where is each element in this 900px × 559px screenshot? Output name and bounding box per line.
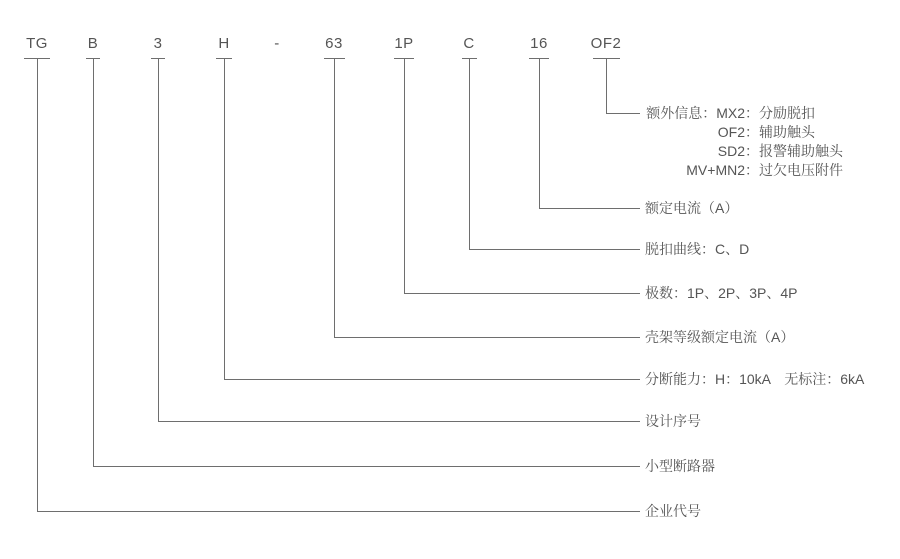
label-mcb: 小型断路器 [645,458,715,474]
extra-info-key: SD2 [717,143,745,159]
code-c: C [463,35,475,52]
extra-info-row [645,104,843,123]
connector-hline-b [93,466,640,467]
label-company-code: 企业代号 [645,503,701,519]
connector-hline-1p [404,293,640,294]
extra-info-desc: 报警辅助触头 [759,143,843,159]
connector-vline-c [469,58,470,250]
label-trip-curve: 脱扣曲线：C、D [645,241,750,257]
connector-vline-1p [404,58,405,294]
code-63: 63 [325,35,343,52]
connector-vline-b [93,58,94,467]
label-breaking-capacity: 分断能力：H：10kA 无标注：6kA [645,371,865,387]
code-of2: OF2 [590,35,622,52]
connector-hline-63 [334,337,640,338]
extra-info-block [645,104,843,180]
label-poles: 极数：1P、2P、3P、4P [645,285,798,301]
code-3: 3 [153,35,163,52]
connector-vline-16 [539,58,540,209]
extra-info-colon: ： [745,124,759,140]
extra-info-colon: ： [745,105,759,121]
extra-info-key: 额外信息：MX2 [646,105,745,121]
connector-hline-tg [37,511,640,512]
extra-info-row [645,123,843,142]
code-1p: 1P [394,35,414,52]
label-frame-rated-current: 壳架等级额定电流（A） [645,329,795,345]
connector-hline-h [224,379,640,380]
extra-info-desc: 分励脱扣 [759,105,815,121]
code-16: 16 [530,35,548,52]
connector-hline-c [469,249,640,250]
extra-info-row [645,142,843,161]
extra-info-desc: 辅助触头 [759,124,815,140]
extra-info-colon: ： [745,162,759,178]
connector-vline-of2 [606,58,607,114]
connector-hline-3 [158,421,640,422]
connector-vline-h [224,58,225,380]
extra-info-colon: ： [745,143,759,159]
extra-info-key: MV+MN2 [686,162,745,178]
code-b: B [87,35,99,52]
connector-vline-tg [37,58,38,512]
connector-vline-63 [334,58,335,338]
connector-hline-16 [539,208,640,209]
code-dash: - [274,35,280,52]
connector-vline-3 [158,58,159,422]
extra-info-desc: 过欠电压附件 [759,162,843,178]
code-tg: TG [26,35,48,52]
extra-info-row [645,161,843,180]
label-design-serial: 设计序号 [645,413,701,429]
connector-hline-of2 [606,113,640,114]
extra-info-key: OF2 [717,124,745,140]
code-h: H [218,35,230,52]
label-rated-current: 额定电流（A） [645,200,739,216]
